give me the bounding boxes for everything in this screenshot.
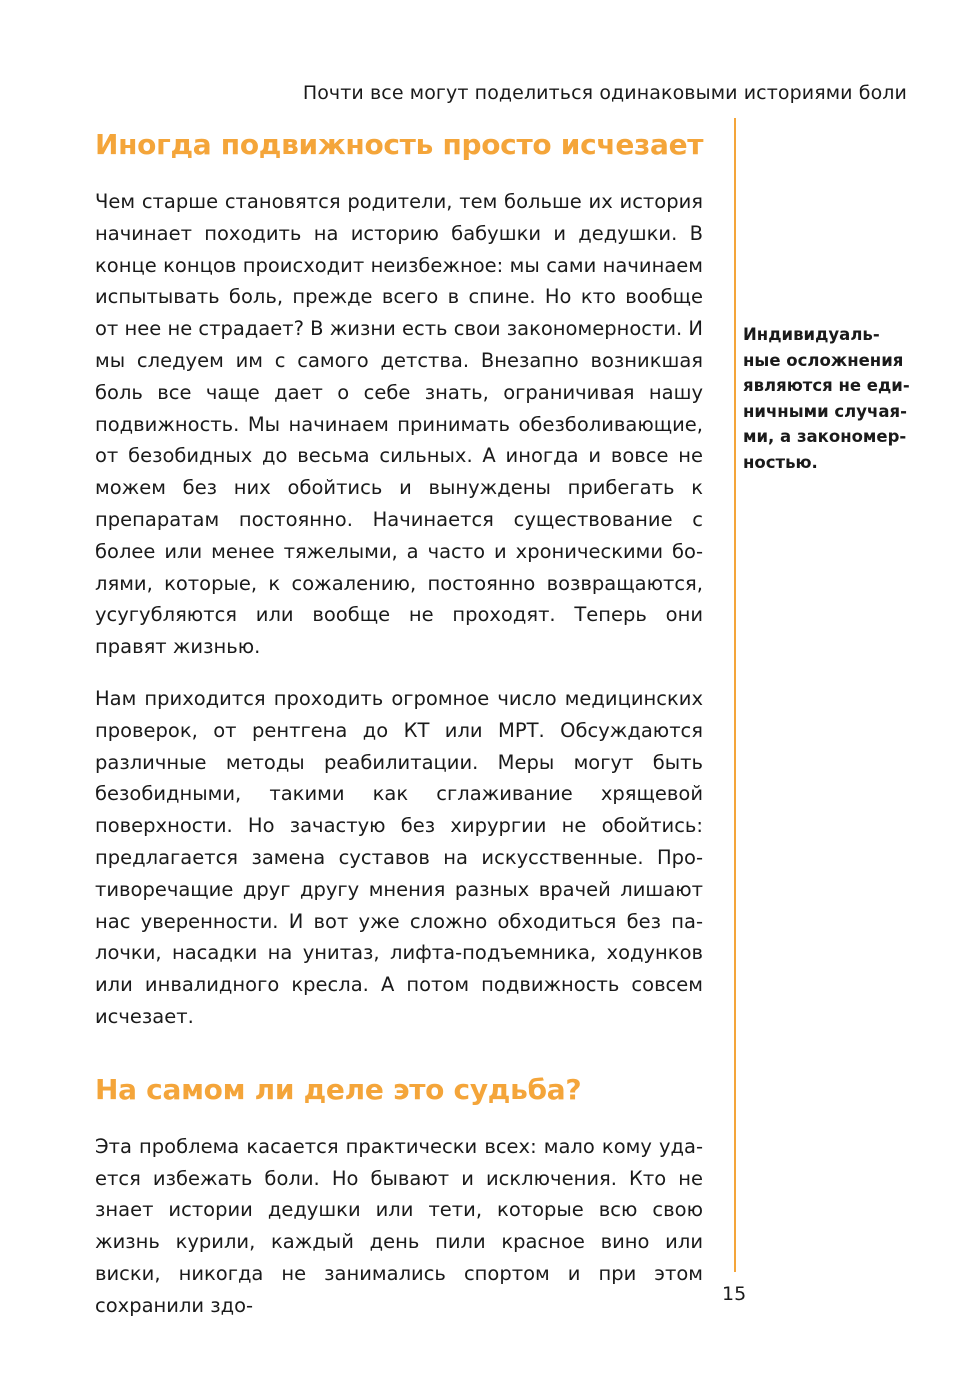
- paragraph-2: Нам приходится проходить огромное число медицинских проверок, от рентгена до КТ или МРТ. Обсуждаются различные методы реабилитации. Меры могут быть безобидными, такими как сглаживание хрящевой поверхности. Но зачастую без хирургии не обойтись: предлагается замена суставов на искусственные. Противоречащие друг другу мнения разных врачей лишают нас уверенности. И вот уже сложно обходиться без палочки, насадки на унитаз, лифта-подъемника, ходунков или инвалидного кресла. А потом подвижность совсем исчезает.: [95, 686, 703, 1028]
- main-text-column: [95, 126, 703, 1342]
- paragraph-1: Чем старше становятся родители, тем больше их история начинает походить на историю бабушки и дедушки. В конце концов происходит неизбежное: мы сами начинаем испытывать боль, прежде всего в спине. Но кто вообще от нее не страдает? В жизни есть свои закономерности. И мы следуем им с самого детства. Внезапно возникшая боль все чаще дает о себе знать, ограничивая нашу подвижность. Мы начинаем принимать обезболивающие, от безобидных до весьма сильных. А иногда и вовсе не можем без них обойтись и вынуждены прибегать к препаратам постоянно. Начинается существование с более или менее тяжелыми, а часто и хроническими болями, которые, к сожалению, постоянно возвращаются, усугубляются или вообще не проходят. Теперь они правят жизнью.: [95, 190, 703, 659]
- page-number: 15: [722, 1283, 747, 1305]
- running-header: Почти все могут поделиться одинаковыми историями боли: [302, 82, 907, 104]
- section-heading-fate: На самом ли деле это судьба?: [95, 1072, 582, 1106]
- margin-divider-line: [734, 118, 736, 1272]
- section-heading-mobility: Иногда подвижность просто исчезает: [95, 128, 704, 161]
- margin-note: Индивидуаль- ные осложнения являются не еди- ничными случая- ми, а закономер- ностью.: [743, 325, 910, 472]
- paragraph-3: Эта проблема касается практически всех: мало кому удается избежать боли. Но бывают и исключения. Кто не знает истории дедушки или тети, которые всю свою жизнь курили, каждый день пили красное вино или виски, никогда не занимались спортом и при этом сохранили здо-: [95, 1134, 703, 1317]
